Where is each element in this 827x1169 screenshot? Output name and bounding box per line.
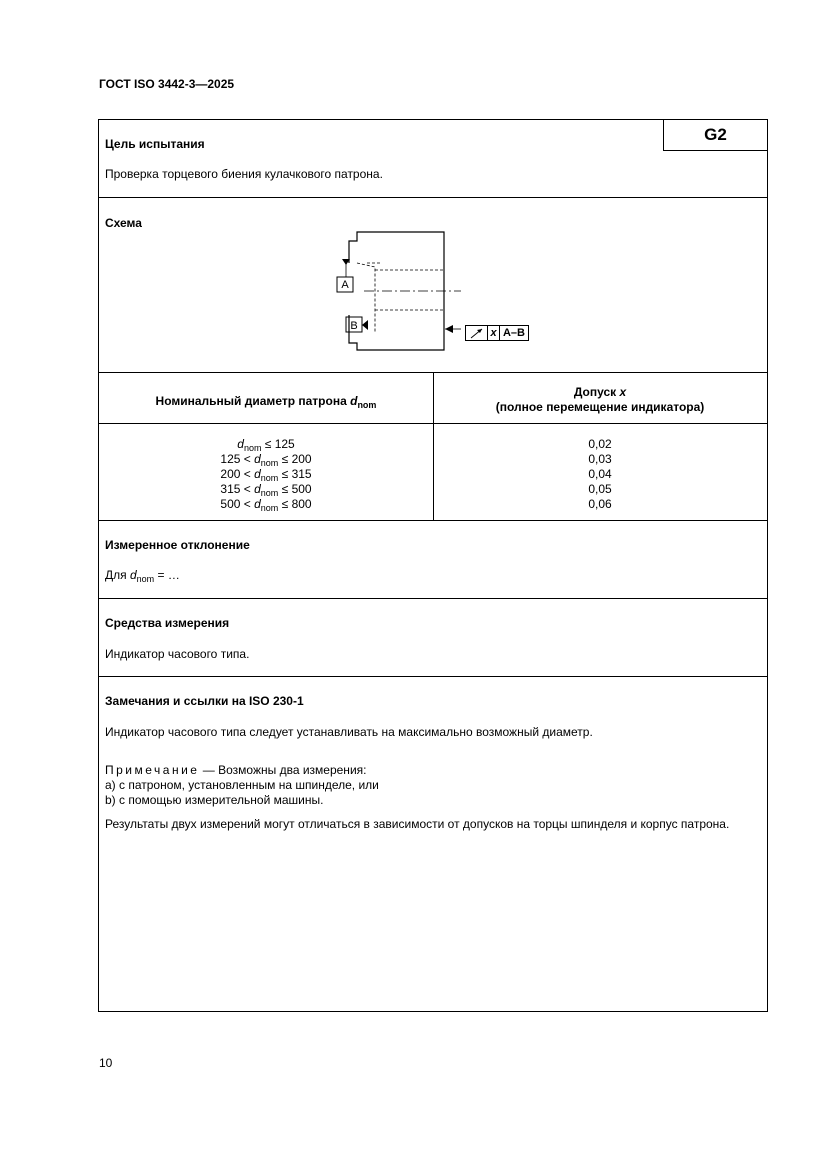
tolerance-values [433,437,767,512]
scheme-label: Схема [105,216,142,230]
objective-text: Проверка торцевого биения кулачкового патрона. [105,167,383,181]
tolerance-value: 0,03 [588,452,612,466]
instruments-text: Индикатор часового типа. [105,647,250,661]
test-sheet [98,119,768,1012]
diameter-range: $500 < d_{nom} \le 800$ [220,497,312,513]
divider [99,598,767,599]
objective-label: Цель испытания [105,137,205,151]
note: Примечание — Возможны два измерения: [105,763,367,777]
tolerance-symbol: x [488,326,500,340]
diameter-range: $315 < d_{nom} \le 500$ [220,482,312,498]
divider [99,520,767,521]
diameter-range: $125 < d_{nom} \le 200$ [220,452,312,468]
measured-deviation-label: Измеренное отклонение [105,538,250,552]
datum-a-letter: A [341,279,349,291]
bore-hidden-lines [357,263,444,333]
remarks-paragraph-2: Результаты двух измерений могут отличаться в зависимости от допусков на торцы шпинделя и корпус патрона. [105,817,730,831]
diameter-ranges [99,437,433,512]
divider [99,197,767,198]
table-header-divider [99,423,767,424]
tolerance-value: 0,02 [588,437,612,451]
test-code: G2 [663,119,768,151]
instruments-label: Средства измерения [105,616,230,630]
diameter-range: $200 < d_{nom} \le 315$ [220,467,312,483]
measured-deviation-text: Для $d_{nom}$ = … [105,568,180,584]
datum-b-letter: B [350,320,358,332]
remarks-paragraph-1: Индикатор часового типа следует устанавливать на максимально возможный диаметр. [105,725,593,739]
document-header: ГОСТ ISO 3442-3—2025 [99,77,235,91]
divider [99,676,767,677]
datum-b-triangle [362,320,368,330]
runout-symbol-icon [466,326,488,340]
remarks-label: Замечания и ссылки на ISO 230-1 [105,694,304,708]
col-nominal-diameter-header: Номинальный диаметр патрона $d_{nom}$ [155,394,377,410]
tolerance-value: 0,04 [588,467,612,481]
tolerance-frame [465,325,529,341]
page-number: 10 [99,1056,113,1070]
tolerance-arrowhead [445,325,453,333]
tolerance-value: 0,05 [588,482,612,496]
note-item-a: a) с патроном, установленным на шпинделе, или [105,778,379,792]
diameter-range: $d_{nom} \le 125$ [237,437,295,453]
col-tolerance-header: Допуск x (полное перемещение индикатора) [495,385,705,414]
tolerance-datum-ref: A–B [502,327,525,339]
note-item-b: b) с помощью измерительной машины. [105,793,324,807]
tolerance-value: 0,06 [588,497,612,511]
